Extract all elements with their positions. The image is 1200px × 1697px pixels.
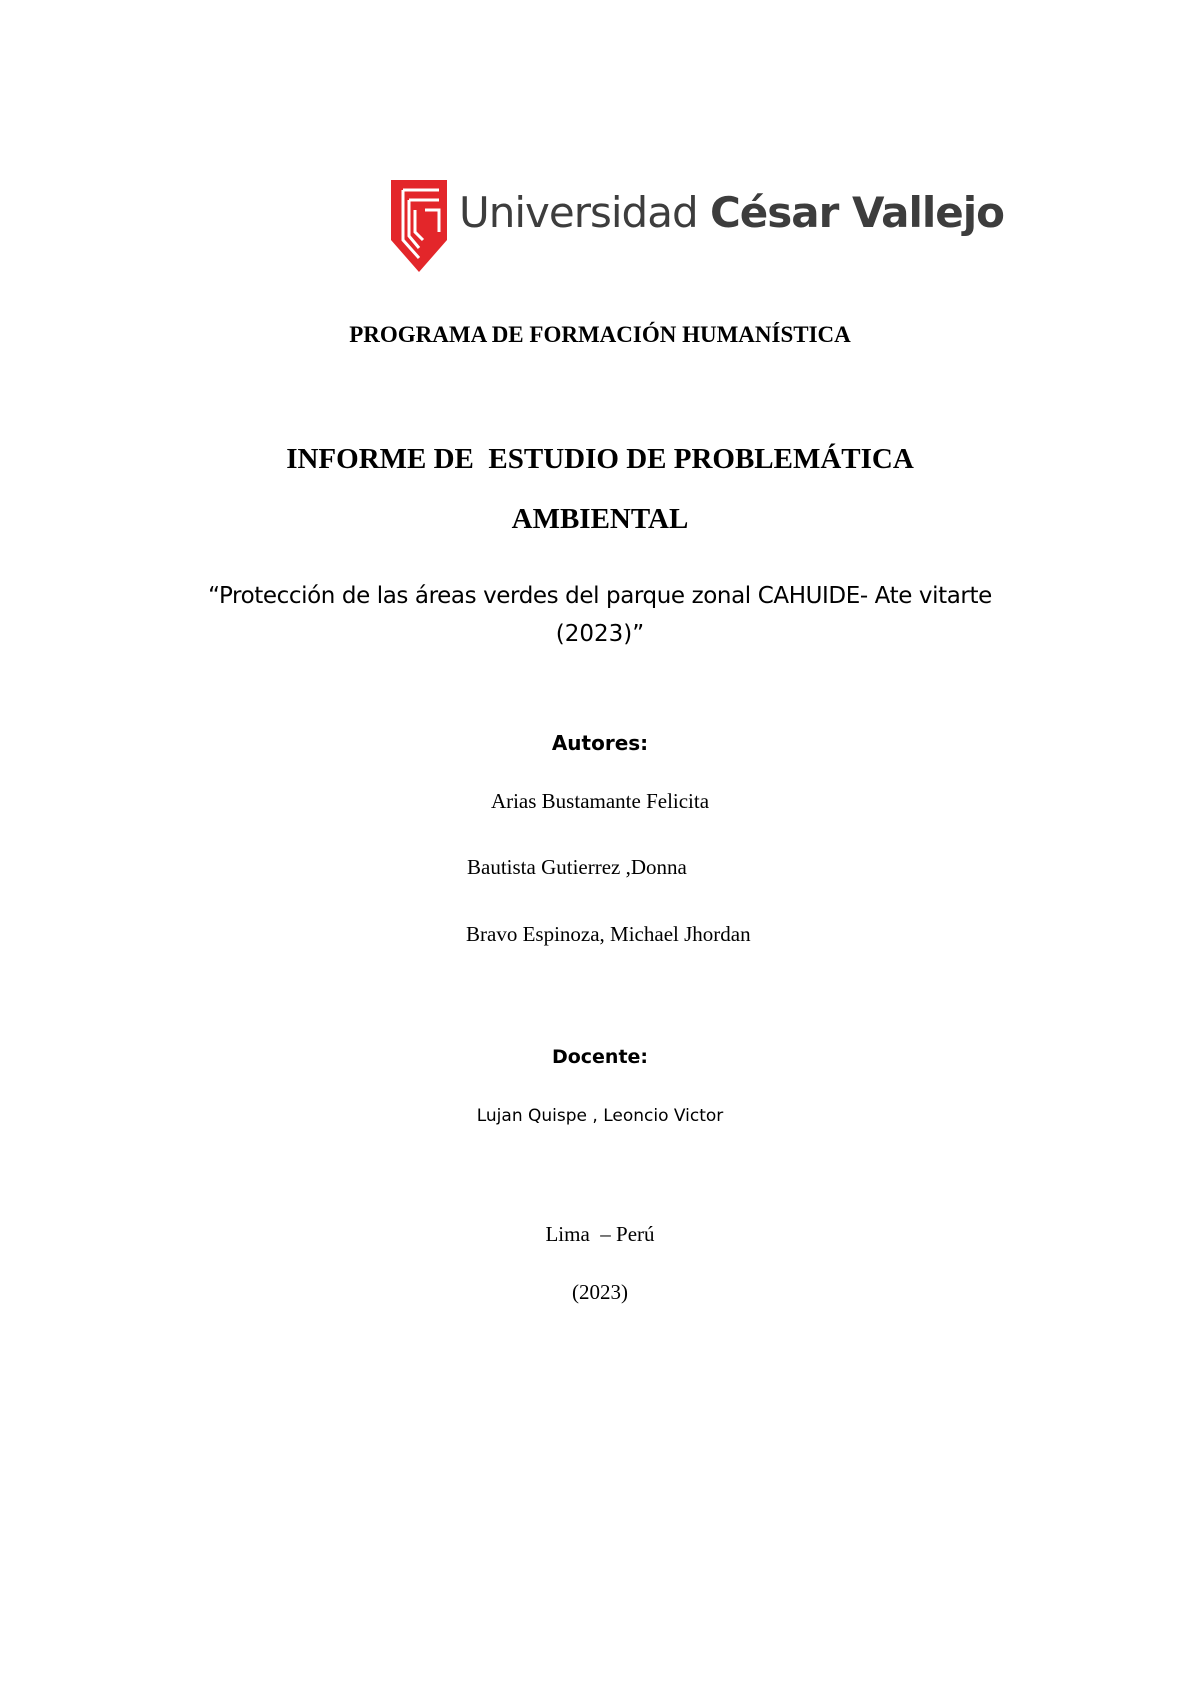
university-name-regular: Universidad <box>459 188 710 237</box>
author-name: Bautista Gutierrez ,Donna <box>467 855 687 879</box>
university-shield-icon <box>389 178 449 274</box>
report-subtitle-line-2: (2023)” <box>555 621 645 647</box>
teacher-heading: Docente: <box>551 1046 649 1068</box>
teacher-name: Lujan Quispe , Leoncio Victor <box>476 1106 724 1126</box>
report-title-line-2: AMBIENTAL <box>511 503 689 535</box>
author-name: Arias Bustamante Felicita <box>490 789 710 813</box>
university-name-bold: César Vallejo <box>709 188 1005 237</box>
university-name <box>459 188 1004 237</box>
report-subtitle-line-1: “Protección de las áreas verdes del parque zonal CAHUIDE- Ate vitarte <box>208 583 992 609</box>
author-name: Bravo Espinoza, Michael Jhordan <box>466 922 751 946</box>
year: (2023) <box>572 1280 628 1304</box>
location: Lima – Perú <box>545 1222 655 1246</box>
authors-heading: Autores: <box>551 731 649 755</box>
report-title-line-1: INFORME DE ESTUDIO DE PROBLEMÁTICA <box>286 443 914 475</box>
university-logo <box>389 178 1005 274</box>
program-heading: PROGRAMA DE FORMACIÓN HUMANÍSTICA <box>349 322 851 347</box>
